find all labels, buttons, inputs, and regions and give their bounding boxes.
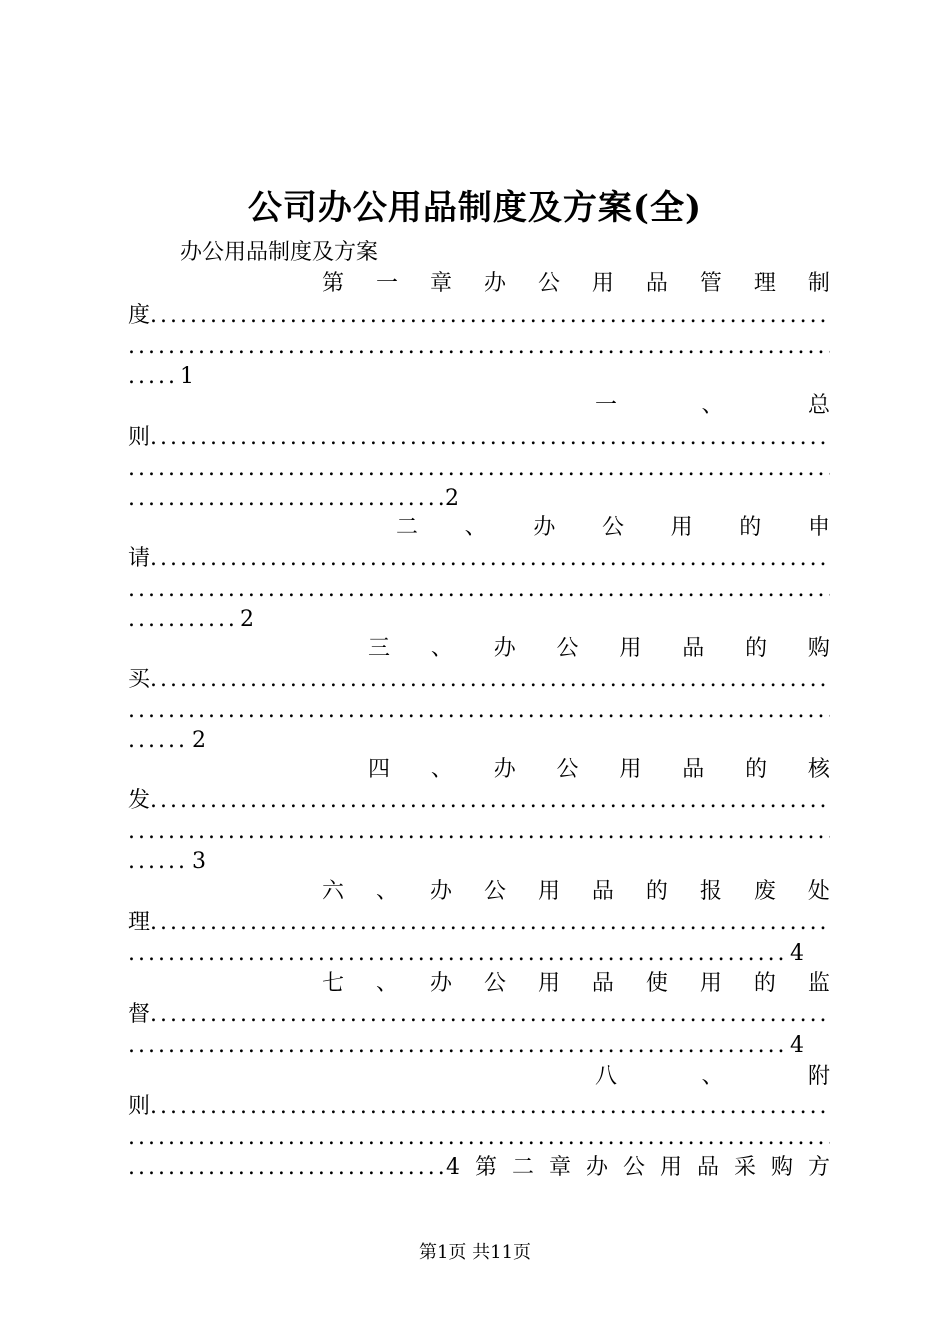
dot-leader	[150, 785, 830, 817]
dot-leader	[128, 846, 190, 878]
dot-leader	[128, 1152, 444, 1184]
toc-page-line	[128, 483, 830, 515]
toc-page-number: 4	[446, 1155, 460, 1180]
toc-leader-line: 则 .....	[128, 422, 830, 454]
toc-page-number: 2	[192, 728, 206, 753]
toc-leader-line: 则 .....	[128, 1091, 830, 1123]
toc-heading-section-6: 六 、 办 公 用 品 的 报 废 处	[322, 879, 830, 904]
toc-heading-section-7: 七 、 办 公 用 品 使 用 的 监	[322, 971, 830, 996]
dot-leader	[128, 695, 830, 727]
document-subtitle: 办公用品制度及方案	[180, 240, 379, 265]
toc-heading-chapter-2: 4 第 二 章 办 公 用 品 采 购 方	[444, 1152, 830, 1184]
dot-leader	[128, 725, 190, 757]
dot-leader	[150, 543, 830, 575]
toc-page-line	[128, 846, 830, 878]
toc-leader-line	[128, 574, 830, 606]
dot-leader	[150, 907, 830, 939]
dot-leader	[150, 664, 830, 696]
toc-page-line	[128, 725, 830, 757]
toc-heading-section-3: 三 、 办 公 用 品 的 购	[368, 636, 830, 661]
toc-leader-line: 理 .....	[128, 907, 830, 939]
dot-leader	[128, 938, 788, 970]
dot-leader	[150, 999, 830, 1031]
toc-heading-section-8: 八 、 附	[595, 1064, 830, 1089]
toc-leader-line	[128, 453, 830, 485]
toc-heading-chapter-1: 第 一 章 办 公 用 品 管 理 制	[322, 271, 830, 296]
toc-leader-line: 买 .....	[128, 664, 830, 696]
toc-page-number: 2	[445, 486, 459, 511]
page-title: 公司办公用品制度及方案(全)	[247, 188, 703, 228]
dot-leader	[128, 1030, 788, 1062]
toc-leader-line: 发 .....	[128, 785, 830, 817]
toc-page-number: 1	[180, 364, 194, 389]
dot-leader	[150, 422, 830, 454]
dot-leader	[128, 483, 443, 515]
dot-leader	[128, 361, 178, 393]
toc-leader-line: 请 .....	[128, 543, 830, 575]
toc-leader-line: 度 .....	[128, 300, 830, 332]
toc-heading-section-2: 二 、 办 公 用 的 申	[396, 515, 830, 540]
page-footer: 第1页 共11页	[418, 1242, 532, 1263]
dot-leader	[150, 300, 830, 332]
dot-leader	[128, 453, 830, 485]
toc-page-line	[128, 604, 830, 636]
toc-leader-line: 督 .....	[128, 999, 830, 1031]
toc-page-line	[128, 361, 830, 393]
toc-leader-line	[128, 331, 830, 363]
toc-page-number: 2	[240, 607, 254, 632]
dot-leader	[128, 574, 830, 606]
toc-leader-line	[128, 695, 830, 727]
toc-leader-line	[128, 816, 830, 848]
dot-leader	[128, 604, 238, 636]
toc-page-line	[128, 938, 830, 970]
toc-page-number: 3	[192, 849, 206, 874]
toc-heading-section-4: 四 、 办 公 用 品 的 核	[368, 757, 830, 782]
dot-leader	[128, 1122, 830, 1154]
toc-heading-section-1: 一 、 总	[595, 393, 830, 418]
dot-leader	[128, 331, 830, 363]
toc-page-number: 4	[790, 1033, 804, 1058]
toc-page-line	[128, 1152, 830, 1184]
toc-page-line	[128, 1030, 830, 1062]
toc-leader-line	[128, 1122, 830, 1154]
dot-leader	[150, 1091, 830, 1123]
dot-leader	[128, 816, 830, 848]
toc-page-number: 4	[790, 941, 804, 966]
